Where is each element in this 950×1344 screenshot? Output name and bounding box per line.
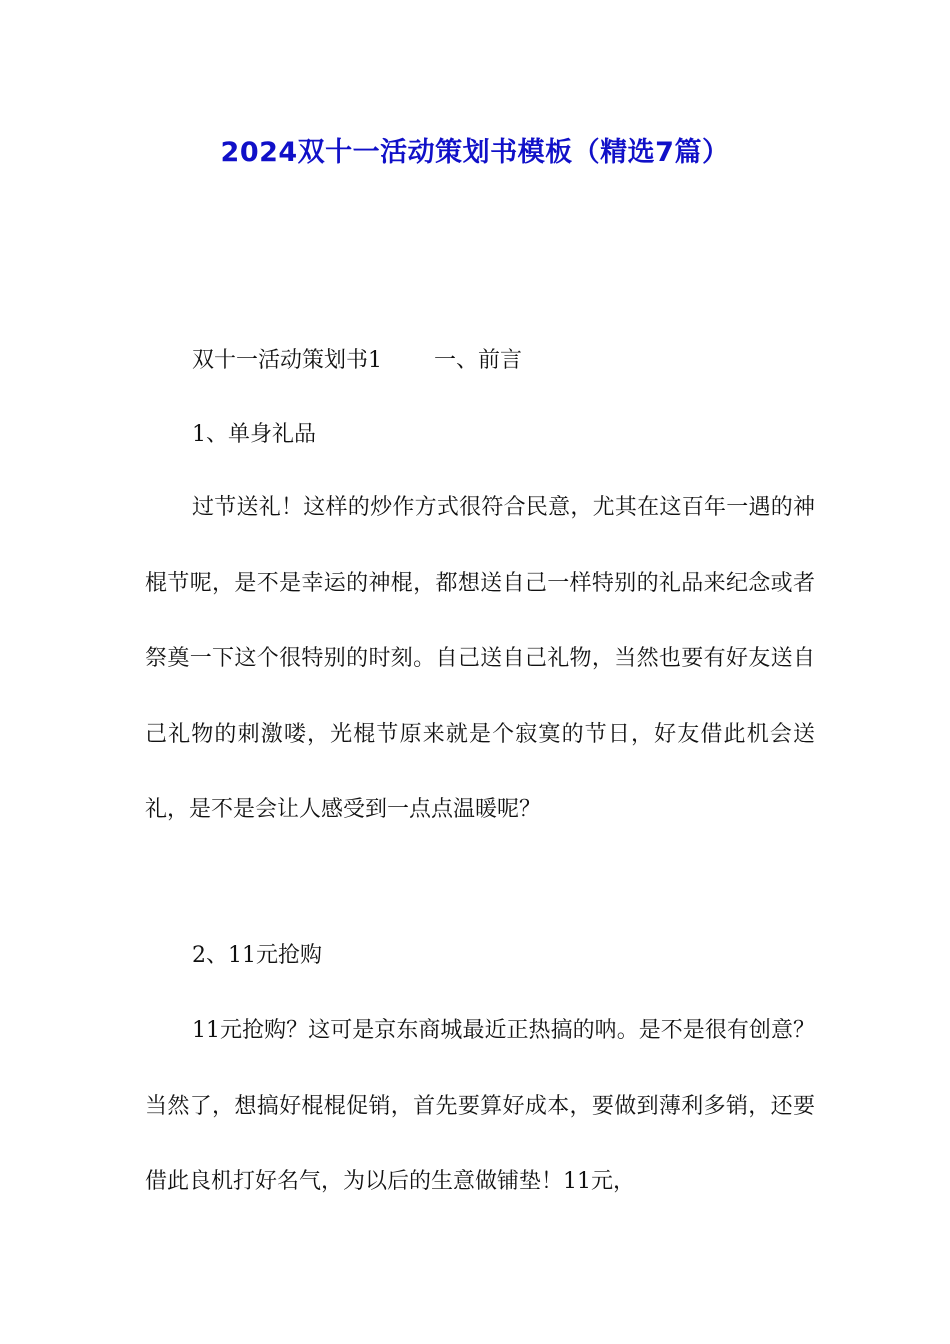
item2-heading-block [145,937,815,975]
document-title: 2024双十一活动策划书模板（精选7篇） [220,137,730,168]
item2-heading: 2、11元抢购 [192,943,322,968]
item1-heading-block [145,416,815,454]
section-heading: 双十一活动策划书1 [192,348,382,373]
item2-paragraph: 11元抢购？这可是京东商城最近正热搞的呐。是不是很有创意？当然了，想搞好棍棍促销，首先要算好成本，要做到薄利多销，还要借此良机打好名气，为以后的生意做铺垫！11元， [145,1018,815,1195]
item1-paragraph-block [145,470,815,848]
preface-heading: 一、前言 [434,348,523,373]
section-heading-line [145,342,815,380]
item1-heading: 1、单身礼品 [192,422,316,447]
item1-paragraph: 过节送礼！这样的炒作方式很符合民意，尤其在这百年一遇的神棍节呢，是不是幸运的神棍，都想送自己一样特别的礼品来纪念或者祭奠一下这个很特别的时刻。自己送自己礼物，当然也要有好友送自己礼物的刺激喽，光棍节原来就是个寂寞的节日，好友借此机会送礼，是不是会让人感受到一点点温暖呢？ [145,495,815,823]
item2-paragraph-block [145,993,815,1220]
